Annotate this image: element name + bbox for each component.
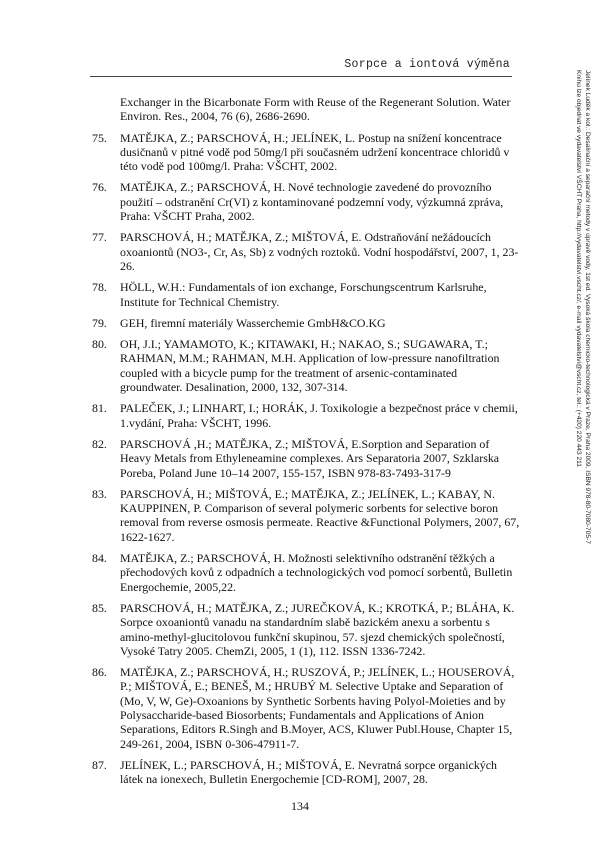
reference-item	[92, 230, 522, 273]
reference-number: 75.	[92, 130, 107, 145]
reference-number: 85.	[92, 600, 107, 615]
reference-text: Exchanger in the Bicarbonate Form with Reuse of the Regenerant Solution. Water Environ. Res., 2004, 76 (6), 2686-2690.	[120, 95, 511, 124]
reference-item	[92, 316, 522, 330]
reference-number: 80.	[92, 337, 107, 352]
reference-text: MATĚJKA, Z.; PARSCHOVÁ, H.; JELÍNEK, L. Postup na snížení koncentrace dusičnanů v pitné vodě pod 50mg/l při současném udržení koncentrace chloridů v této vodě pod 100mg/l. Praha: VŠCHT, 2002.	[120, 130, 510, 174]
reference-text: MATĚJKA, Z.; PARSCHOVÁ, H. Nové technologie zavedené do provozního použití – odstranění Cr(VI) z kontaminované podzemní vody, výzkumná zpráva, Praha: VŠCHT Praha, 2002.	[120, 180, 504, 224]
reference-text: PARSCHOVÁ, H.; MATĚJKA, Z.; MIŠTOVÁ, E. Odstraňování nežádoucích oxoaniontů (NO3-, Cr, As, Sb) z vodných roztoků. Vodní hospodářství, 2007, 1, 23-26.	[120, 230, 519, 273]
reference-item	[92, 131, 522, 174]
reference-text: JELÍNEK, L.; PARSCHOVÁ, H.; MIŠTOVÁ, E. Nevratná sorpce organických látek na ionexech, Bulletin Energochemie [CD-ROM], 2007, 28.	[120, 757, 497, 787]
reference-item	[92, 601, 522, 658]
reference-number: 78.	[92, 280, 107, 295]
reference-number: 86.	[92, 665, 107, 680]
reference-text: GEH, firemní materiály Wasserchemie GmbH&CO.KG	[120, 315, 386, 330]
reference-number: 77.	[92, 230, 107, 245]
reference-text: HÖLL, W.H.: Fundamentals of ion exchange, Forschungscentrum Karlsruhe, Institute for Technical Chemistry.	[120, 280, 487, 309]
reference-text: MATĚJKA, Z.; PARSCHOVÁ, H.; RUSZOVÁ, P.; JELÍNEK, L.; HOUSEROVÁ, P.; MIŠTOVÁ, E.; BENEŠ, M.; HRUBÝ M. Selective Uptake and Separation of (Mo, V, W, Ge)-Oxoanions by Synthetic Sorbents having Polyol-Moieties and by Polysaccharide-based Biosorbents; Fundamentals and Applications of Anion Separations, Editors R.Singh and B.Moyer, ACS, Kluwer Publ.House, Chapter 15, 249-261, 2004, ISBN 0-306-47911-7.	[120, 665, 515, 751]
header-rule	[90, 76, 512, 77]
side-copyright-note	[552, 70, 592, 770]
reference-item	[92, 401, 522, 430]
reference-number: 84.	[92, 551, 107, 566]
reference-item	[92, 280, 522, 309]
reference-text: PARSCHOVÁ, H.; MATĚJKA, Z.; JUREČKOVÁ, K.; KROTKÁ, P.; BLÁHA, K. Sorpce oxoaniontů vanadu na standardním slabě bazickém anexu a sorbentu s amino-methyl-glucitolovou funkční skupinou, 57. sjezd chemických společností, Vysoké Tatry 2005. ChemZi, 2005, 1 (1), 112. ISSN 1336-7242.	[120, 600, 515, 658]
reference-item	[92, 437, 522, 480]
reference-item	[92, 337, 522, 394]
reference-item	[92, 758, 522, 787]
reference-item	[92, 487, 522, 544]
reference-text: PARSCHOVÁ, H.; MIŠTOVÁ, E.; MATĚJKA, Z.; JELÍNEK, L.; KABAY, N. KAUPPINEN, P. Comparison of several polymeric sorbents for selective boron removal from reverse osmosis permeate. Reactive &Functional Polymers, 2007, 67, 1622-1627.	[120, 486, 520, 544]
reference-number: 81.	[92, 401, 107, 416]
reference-number: 87.	[92, 757, 107, 772]
reference-list	[92, 95, 522, 793]
reference-text: PALEČEK, J.; LINHART, I.; HORÁK, J. Toxikologie a bezpečnost práce v chemii, 1.vydání, Praha: VŠCHT, 1996.	[120, 401, 518, 430]
reference-number: 82.	[92, 436, 107, 451]
page-number: 134	[291, 799, 309, 813]
reference-item	[92, 551, 522, 594]
side-note-line-2: Knihu lze objednat ve vydavatelství VŠCHT Praha, http://vydavatelstvi.vscht.cz/, e-mail vydavatelstvi@vscht.cz, tel.: (+420) 220 443 211	[575, 70, 582, 467]
side-note-line-1: Jelínek Luděk a kol.: Desalinační a separační metody v úpravě vody, 1st ed. Vysoká škola chemicko-technologická v Praze, Praha 2009, ISBN 978-80-7080-705-7	[584, 70, 591, 544]
reference-number: 79.	[92, 315, 107, 330]
reference-number: 83.	[92, 486, 107, 501]
reference-item	[92, 180, 522, 223]
reference-item	[92, 95, 522, 124]
running-head: Sorpce a iontová výměna	[344, 58, 510, 71]
reference-text: OH, J.I.; YAMAMOTO, K.; KITAWAKI, H.; NAKAO, S.; SUGAWARA, T.; RAHMAN, M.M.; RAHMAN, M.H. Application of low-pressure nanofiltration coupled with a bicycle pump for the treatment of arsenic-contaminated groundwater. Desalination, 2000, 132, 307-314.	[120, 337, 500, 395]
reference-text: MATĚJKA, Z.; PARSCHOVÁ, H. Možnosti selektivního odstranění těžkých a přechodových kovů z odpadních a technologických vod pomocí sorbentů, Bulletin Energochemie, 2005,22.	[120, 551, 513, 594]
reference-text: PARSCHOVÁ ,H.; MATĚJKA, Z.; MIŠTOVÁ, E.Sorption and Separation of Heavy Metals from Ethyleneamine complexes. Ars Separatoria 2007, Szklarska Poreba, Poland June 10–14 2007, 155-157, ISBN 978-83-7493-317-9	[120, 436, 500, 480]
reference-item	[92, 665, 522, 751]
reference-number: 76.	[92, 180, 107, 195]
